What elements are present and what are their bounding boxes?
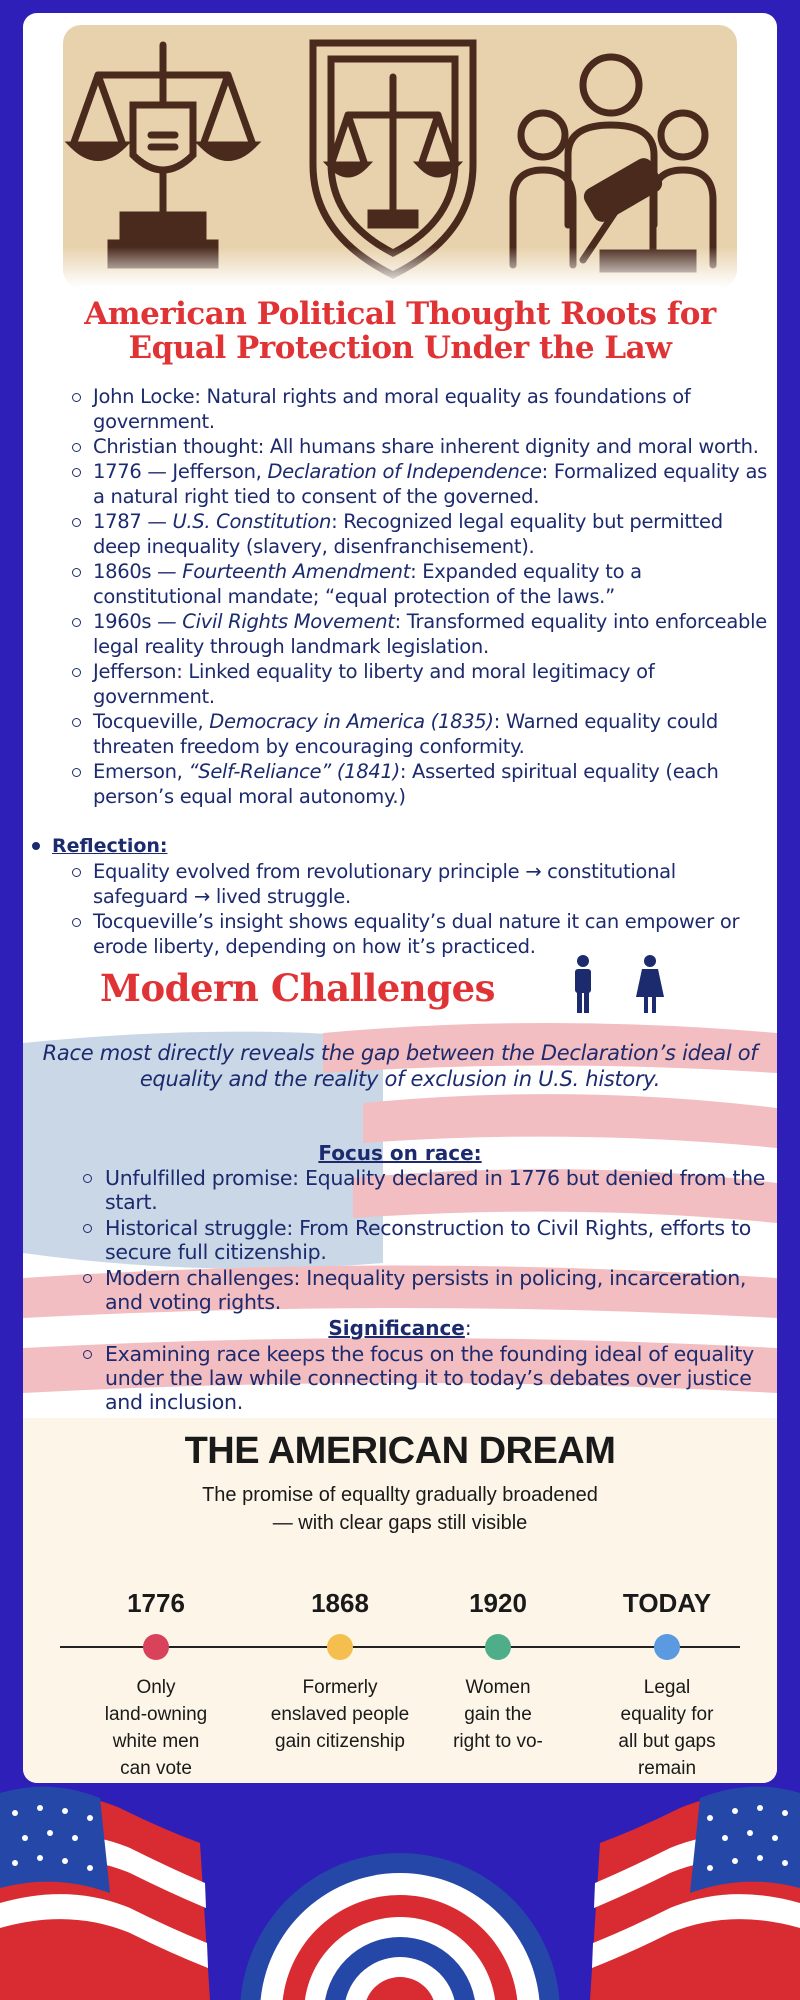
roots-list [93, 384, 773, 809]
modern-challenges-heading: Modern Challenges [100, 966, 495, 1010]
list-item: Jefferson: Linked equality to liberty and moral legitimacy of government. [93, 659, 773, 709]
timeline-description: Only land-owning white men can vote [104, 1677, 208, 1779]
timeline-year: 1776 [127, 1588, 185, 1618]
page-title: American Political Thought Roots for Equal Protection Under the Law [84, 296, 716, 366]
timeline-dot [485, 1634, 511, 1660]
list-item: 1860s — Fourteenth Amendment: Expanded equality to a constitutional mandate; “equal protection of the laws.” [93, 559, 773, 609]
significance-list [105, 1342, 775, 1414]
timeline-year: TODAY [622, 1588, 712, 1618]
dream-title: THE AMERICAN DREAM [184, 1430, 616, 1472]
timeline-dot [143, 1634, 169, 1660]
justice-illustration [63, 25, 737, 287]
race-quote: Race most directly reveals the gap between the Declaration’s ideal of equality and the reality of exclusion in U.S. history. [42, 1041, 758, 1091]
timeline-dot [327, 1634, 353, 1660]
list-item: Modern challenges: Inequality persists in policing, incarceration, and voting rights. [105, 1266, 775, 1314]
flag-bunting-decoration [0, 1783, 800, 2000]
list-item: Tocqueville, Democracy in America (1835): Warned equality could threaten freedom by encouraging conformity. [93, 709, 773, 759]
timeline-description: Formerly enslaved people gain citizenship [270, 1677, 410, 1752]
timeline-dot [654, 1634, 680, 1660]
reflection-list [93, 859, 773, 959]
infographic-card [23, 13, 777, 1783]
list-item: 1787 — U.S. Constitution: Recognized legal equality but permitted deep inequality (slavery, disenfranchisement). [93, 509, 773, 559]
list-item: 1776 — Jefferson, Declaration of Independence: Formalized equality as a natural right tied to consent of the governed. [93, 459, 773, 509]
dream-subtitle: The promise of equallty gradually broadened — with clear gaps still visible [202, 1484, 598, 1534]
timeline-year: 1920 [469, 1588, 527, 1618]
reflection-label: Reflection: [52, 835, 168, 857]
timeline-description: Legal equality for all but gaps remain [618, 1677, 716, 1779]
timeline-year: 1868 [311, 1588, 369, 1618]
timeline-description: Women gain the right to vo- [453, 1677, 543, 1752]
list-item: Examining race keeps the focus on the founding ideal of equality under the law while connecting it to today’s debates over justice and inclusion. [105, 1342, 775, 1414]
list-item: Equality evolved from revolutionary principle → constitutional safeguard → lived struggle. [93, 859, 773, 909]
list-item: Christian thought: All humans share inherent dignity and moral worth. [93, 434, 773, 459]
american-dream-timeline [23, 1418, 777, 1783]
significance-label: Significance: [328, 1316, 472, 1340]
list-item: Unfulfilled promise: Equality declared in 1776 but denied from the start. [105, 1166, 775, 1214]
focus-on-race-label: Focus on race: [318, 1141, 482, 1165]
list-item: Historical struggle: From Reconstruction to Civil Rights, efforts to secure full citizenship. [105, 1216, 775, 1264]
list-item: Tocqueville’s insight shows equality’s dual nature it can empower or erode liberty, depending on how it’s practiced. [93, 909, 773, 959]
list-item: Emerson, “Self-Reliance” (1841): Asserted spiritual equality (each person’s equal moral autonomy.) [93, 759, 773, 809]
list-item: 1960s — Civil Rights Movement: Transformed equality into enforceable legal reality through landmark legislation. [93, 609, 773, 659]
focus-list [105, 1166, 775, 1316]
list-item: John Locke: Natural rights and moral equality as foundations of government. [93, 384, 773, 434]
